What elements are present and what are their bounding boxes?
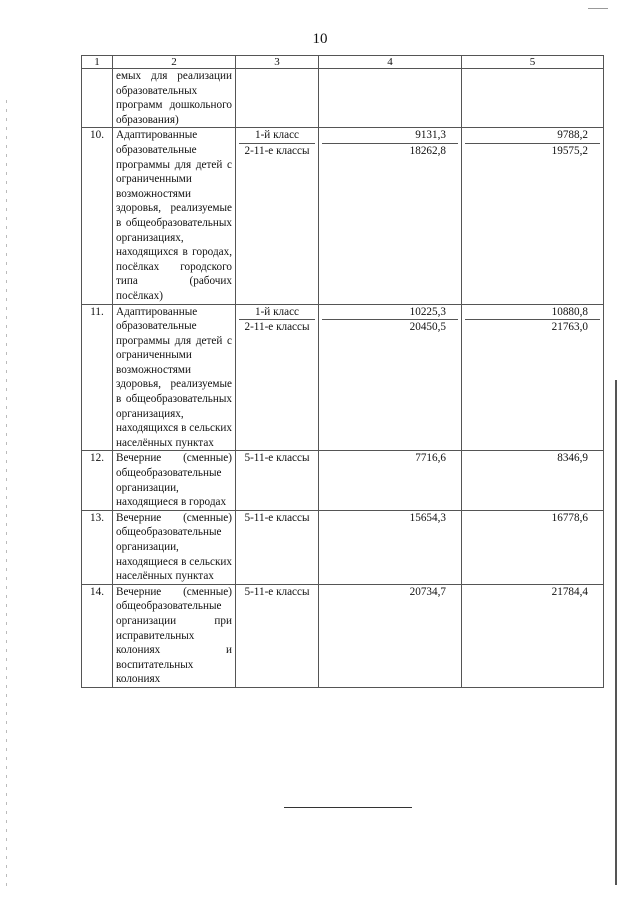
header-cell: 1 — [82, 56, 113, 69]
header-cell: 4 — [319, 56, 462, 69]
norm-col4-value: 15654,3 — [409, 511, 446, 524]
table-row — [82, 510, 604, 584]
program-name: Адаптированные образовательные программы для детей с ограниченными возможностями здоровья, реализуемые в общеобразовательных организациях, находящихся в городах, посёлках городского типа (рабочих посёлках) — [113, 128, 236, 304]
norm-col5-value: 8346,9 — [557, 452, 588, 465]
table-row — [82, 304, 604, 451]
class-range-value: 2-11-е классы — [239, 143, 315, 159]
row-number: 10. — [82, 128, 113, 304]
norm-col4-cell — [319, 451, 462, 510]
row-number: 12. — [82, 451, 113, 510]
signature-line — [284, 807, 412, 808]
norm-col4-cell — [319, 304, 462, 451]
norm-col5-cell — [462, 510, 604, 584]
norm-col4-value: 18262,8 — [322, 143, 458, 159]
norm-col5-value: 21784,4 — [551, 585, 588, 598]
header-row — [82, 56, 604, 69]
class-range-value: 5-11-е классы — [244, 452, 310, 465]
norm-col4-cell — [319, 584, 462, 687]
scan-mark — [588, 8, 608, 9]
norm-col5-cell — [462, 451, 604, 510]
class-range-cell — [236, 584, 319, 687]
class-range-cell — [236, 69, 319, 128]
norm-col4-cell — [319, 69, 462, 128]
header-cell: 3 — [236, 56, 319, 69]
norm-col5-cell — [462, 69, 604, 128]
table-row — [82, 451, 604, 510]
program-name: Вечерние (сменные) общеобразовательные организации, находящиеся в сельских населённых пунктах — [113, 510, 236, 584]
table-row — [82, 69, 604, 128]
class-range-cell — [236, 510, 319, 584]
row-number: 13. — [82, 510, 113, 584]
program-name: Адаптированные образовательные программы для детей с ограниченными возможностями здоровья, реализуемые в общеобразовательных организациях, находящихся в сельских населённых пунктах — [113, 304, 236, 451]
norm-col5-value: 9788,2 — [557, 129, 588, 142]
program-name: Вечерние (сменные) общеобразовательные организации при исправительных колониях и воспитательных колониях — [113, 584, 236, 687]
norm-col5-value: 16778,6 — [551, 511, 588, 524]
class-range-cell — [236, 304, 319, 451]
program-name: Вечерние (сменные) общеобразовательные организации, находящиеся в городах — [113, 451, 236, 510]
norm-col4-value: 9131,3 — [415, 129, 446, 142]
program-name: емых для реализации образовательных программ дошкольного образования) — [113, 69, 236, 128]
norm-col4-value: 20450,5 — [322, 319, 458, 335]
class-range-value: 1-й класс — [254, 129, 300, 142]
norm-col5-cell — [462, 584, 604, 687]
class-range-value: 5-11-е классы — [244, 585, 310, 598]
norm-col5-value: 19575,2 — [465, 143, 600, 159]
norm-col5-value: 21763,0 — [465, 319, 600, 335]
norm-col5-value: 10880,8 — [551, 305, 588, 318]
row-number: 14. — [82, 584, 113, 687]
norm-col5-cell — [462, 128, 604, 304]
class-range-cell — [236, 128, 319, 304]
norm-col4-value: 7716,6 — [415, 452, 446, 465]
page-number: 10 — [312, 31, 328, 47]
norm-col4-value: 20734,7 — [409, 585, 446, 598]
header-cell: 5 — [462, 56, 604, 69]
scan-edge — [615, 380, 617, 885]
norm-col4-cell — [319, 510, 462, 584]
scan-edge — [6, 100, 7, 890]
class-range-value: 2-11-е классы — [239, 319, 315, 335]
header-cell: 2 — [113, 56, 236, 69]
class-range-value: 1-й класс — [254, 305, 300, 318]
class-range-value: 5-11-е классы — [244, 511, 310, 524]
table-row — [82, 128, 604, 304]
norm-col5-cell — [462, 304, 604, 451]
table-row — [82, 584, 604, 687]
row-number — [82, 69, 113, 128]
norm-col4-value: 10225,3 — [409, 305, 446, 318]
class-range-cell — [236, 451, 319, 510]
norm-col4-cell — [319, 128, 462, 304]
tariff-table — [81, 55, 604, 688]
row-number: 11. — [82, 304, 113, 451]
